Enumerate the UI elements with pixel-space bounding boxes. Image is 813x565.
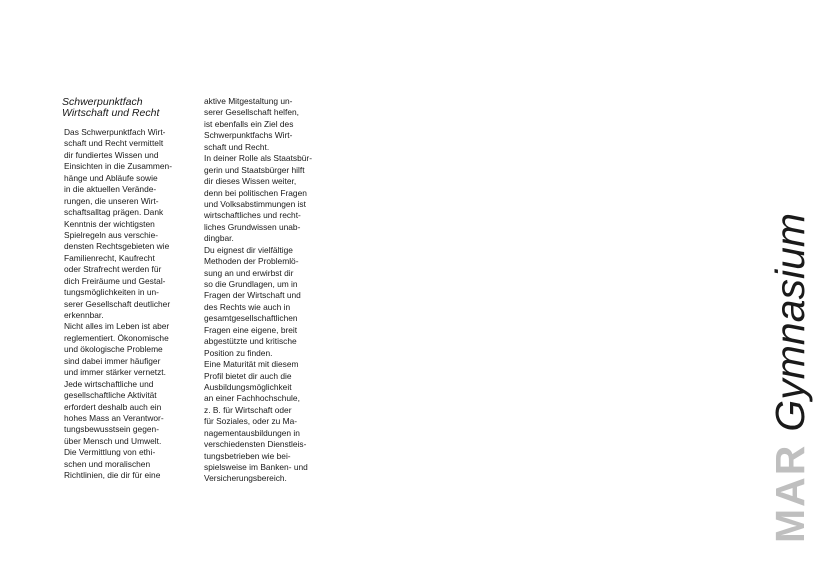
text-line: Fragen eine eigene, breit	[204, 324, 298, 335]
text-line: und ökologische Probleme	[64, 344, 163, 355]
text-line: und immer stärker vernetzt.	[64, 367, 166, 378]
text-line: über Mensch und Umwelt.	[64, 435, 162, 446]
text-line: hohes Mass an Verantwor-	[64, 412, 164, 423]
text-line: aktive Mitgestaltung un-	[204, 96, 293, 106]
text-line: oder Strafrecht werden für	[64, 264, 162, 275]
text-line: Nicht alles im Leben ist aber	[64, 321, 170, 332]
right-text-column	[204, 96, 338, 485]
text-line: Fragen der Wirtschaft und	[204, 290, 301, 301]
text-line: schaft und Recht vermittelt	[64, 138, 164, 149]
text-line: dich Freiräume und Gestal-	[64, 275, 166, 286]
text-line: sung an und erwirbst dir	[204, 267, 294, 278]
text-line: wirtschaftliches und recht-	[204, 210, 301, 221]
text-line: reglementiert. Ökonomische	[64, 332, 169, 343]
text-line: verschiedensten Dienstleis-	[204, 439, 307, 450]
text-line: liches Grundwissen unab-	[204, 221, 301, 232]
text-line: für Soziales, oder zu Ma-	[204, 416, 298, 427]
text-line: ist ebenfalls ein Ziel des	[204, 118, 294, 129]
text-line: schaftsalltag prägen. Dank	[64, 207, 164, 218]
text-line: schen und moralischen	[64, 458, 151, 469]
text-line: tungsbetrieben wie bei-	[204, 450, 291, 461]
text-line: serer Gesellschaft helfen,	[204, 107, 299, 118]
title-word: Gymnasium	[767, 212, 813, 432]
text-line: Du eignest dir vielfältige	[204, 244, 293, 255]
text-line: Eine Maturität mit diesem	[204, 359, 299, 370]
text-line: gesellschaftliche Aktivität	[64, 390, 157, 401]
text-line: schaft und Recht.	[204, 141, 270, 152]
text-line: Die Vermittlung von ethi-	[64, 447, 156, 458]
text-line: z. B. für Wirtschaft oder	[204, 404, 292, 415]
text-line: Familienrecht, Kaufrecht	[64, 252, 155, 263]
text-line: sind dabei immer häufiger	[64, 355, 161, 366]
text-line: dir fundiertes Wissen und	[64, 149, 159, 160]
text-line: erkennbar.	[64, 310, 104, 320]
text-line: gesamtgesellschaftlichen	[204, 313, 298, 324]
text-line: Schwerpunktfachs Wirt-	[204, 130, 293, 141]
text-line: densten Rechtsgebieten wie	[64, 241, 170, 252]
text-line: denn bei politischen Fragen	[204, 187, 307, 198]
text-line: so die Grundlagen, um in	[204, 279, 298, 289]
text-line: In deiner Rolle als Staatsbür-	[204, 153, 312, 164]
title-abbreviation: MAR	[767, 443, 813, 543]
text-line: Ausbildungsmöglichkeit	[204, 381, 292, 392]
text-line: an einer Fachhochschule,	[204, 393, 300, 404]
text-line: Richtlinien, die dir für eine	[64, 470, 161, 481]
text-line: Methoden der Problemlö-	[204, 256, 299, 267]
heading-line: Schwerpunktfach	[62, 96, 143, 108]
text-line: serer Gesellschaft deutlicher	[64, 298, 171, 309]
text-line: Kenntnis der wichtigsten	[64, 218, 155, 229]
text-line: hänge und Abläufe sowie	[64, 172, 158, 183]
text-line: Versicherungsbereich.	[204, 473, 287, 484]
text-line: tungsbewusstsein gegen-	[64, 424, 159, 435]
text-line: abgestützte und kritische	[204, 336, 297, 347]
vertical-title	[767, 212, 813, 543]
text-line: Spielregeln aus verschie-	[64, 229, 159, 240]
section-heading	[62, 95, 202, 118]
text-line: in die aktuellen Verände-	[64, 184, 157, 195]
text-line: und Volksabstimmungen ist	[204, 198, 306, 209]
text-line: gerin und Staatsbürger hilft	[204, 164, 305, 175]
left-text-column	[64, 127, 196, 482]
text-line: dir dieses Wissen weiter,	[204, 176, 297, 187]
text-line: dingbar.	[204, 233, 234, 244]
text-line: Position zu finden.	[204, 347, 273, 358]
text-line: Jede wirtschaftliche und	[64, 378, 154, 389]
text-line: Das Schwerpunktfach Wirt-	[64, 127, 166, 137]
text-line: tungsmöglichkeiten in un-	[64, 287, 159, 298]
text-line: nagementausbildungen in	[204, 427, 300, 438]
text-line: erfordert deshalb auch ein	[64, 401, 162, 412]
text-line: Einsichten in die Zusammen-	[64, 161, 172, 172]
text-line: Profil bietet dir auch die	[204, 370, 292, 381]
text-line: rungen, die unseren Wirt-	[64, 195, 159, 206]
heading-line: Wirtschaft und Recht	[62, 107, 160, 120]
text-line: des Rechts wie auch in	[204, 301, 291, 312]
text-line: spielsweise im Banken- und	[204, 462, 308, 472]
